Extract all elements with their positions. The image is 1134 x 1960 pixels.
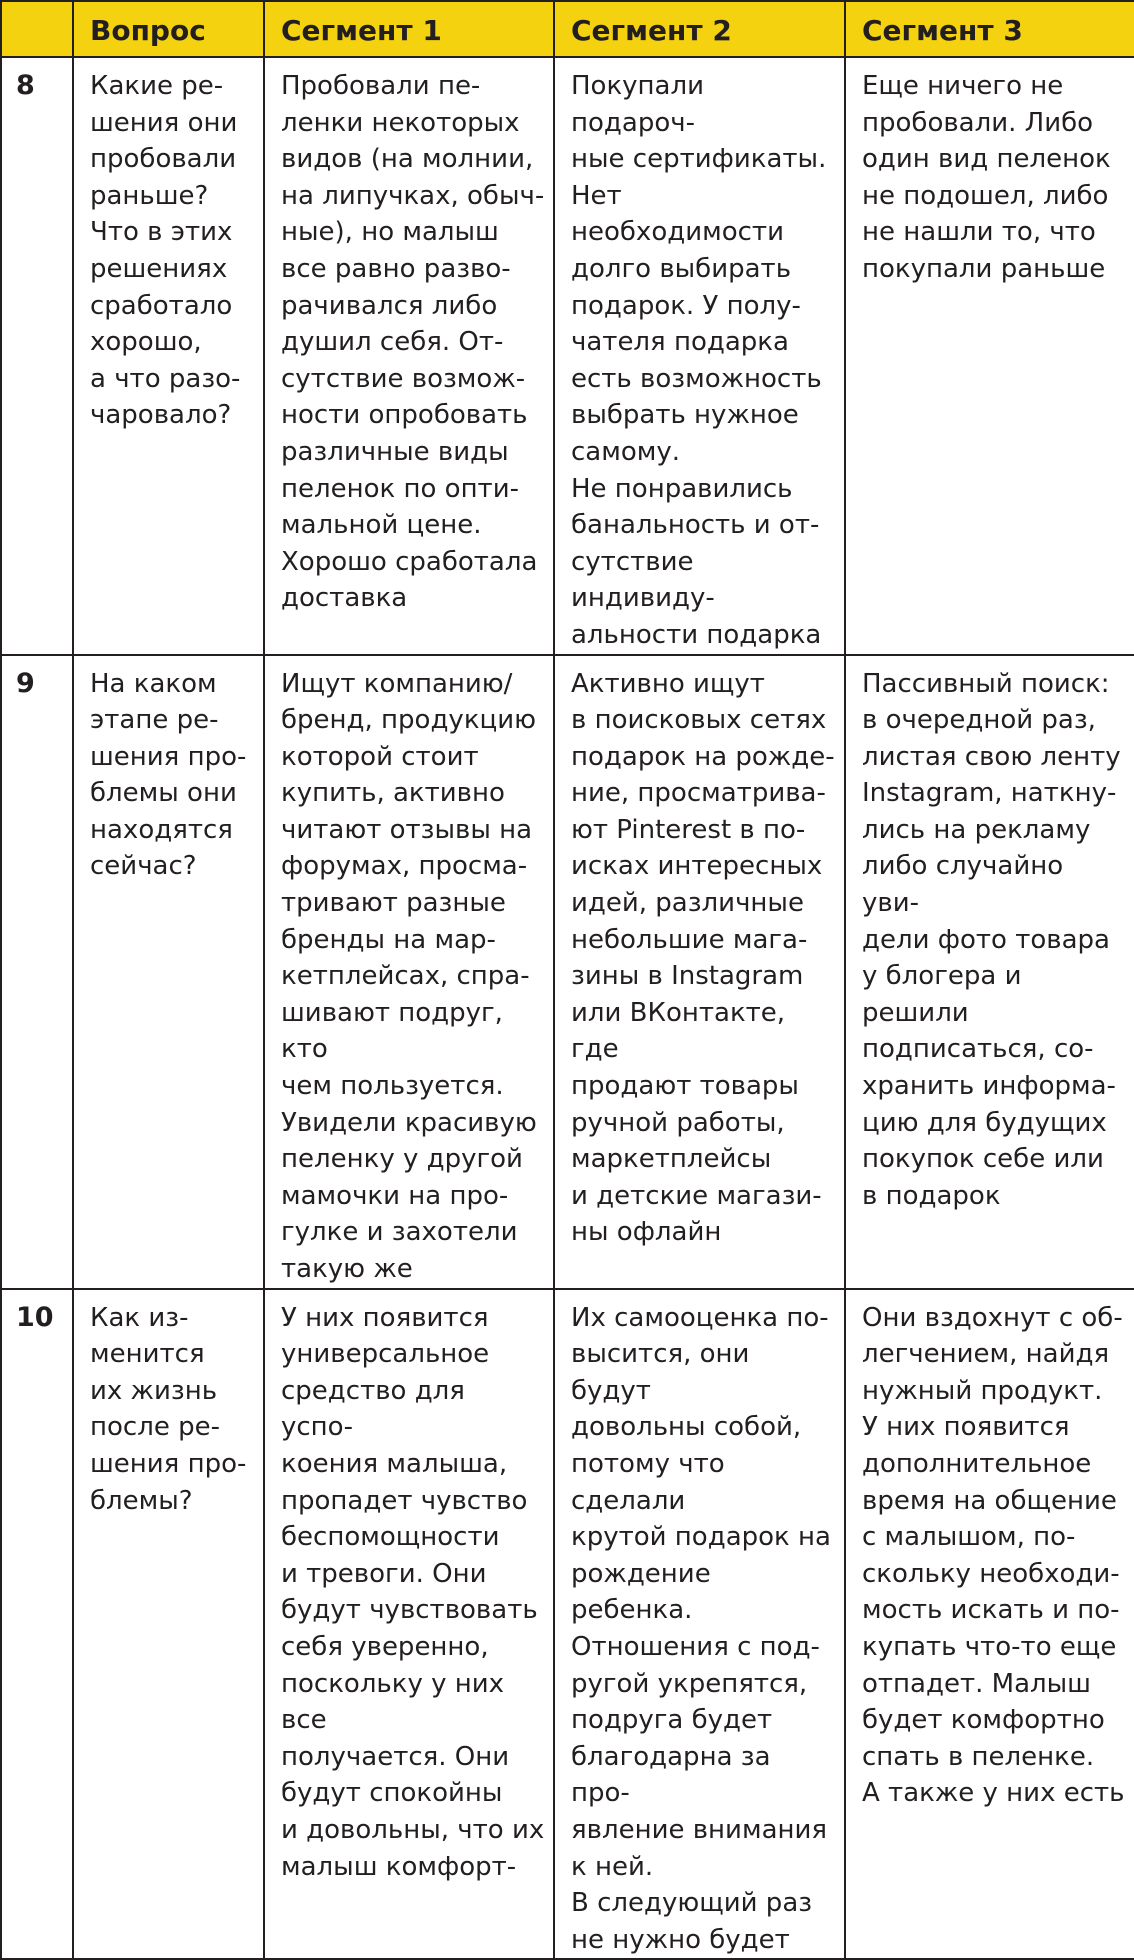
table-row [1, 655, 1134, 1289]
question-cell: Как из- менится их жизнь после ре- шения про- блемы? [73, 1289, 264, 1960]
header-segment-2: Сегмент 2 [554, 1, 845, 57]
segment-3-cell: Пассивный поиск: в очередной раз, листая свою ленту Instagram, наткну- лись на рекламу либо случайно уви- дели фото товара у блогера и решили подписаться, со- хранить информа- цию для будущих покупок себе или в подарок [845, 655, 1134, 1289]
row-number: 10 [1, 1289, 73, 1960]
segment-2-cell: Покупали подароч- ные сертификаты. Нет необходимости долго выбирать подарок. У полу- чателя подарка есть возможность выбрать нужное самому. Не понравились банальность и от- сутствие индивиду- альности подарка [554, 57, 845, 655]
segment-1-cell: У них появится универсальное средство для успо- коения малыша, пропадет чувство беспомощности и тревоги. Они будут чувствовать себя уверенно, поскольку у них все получается. Они будут спокойны и довольны, что их малыш комфорт- [264, 1289, 554, 1960]
question-cell: На каком этапе ре- шения про- блемы они находятся сейчас? [73, 655, 264, 1289]
segment-1-cell: Ищут компанию/ бренд, продукцию которой стоит купить, активно читают отзывы на форумах, просма- тривают разные бренды на мар- кетплейсах, спра- шивают подруг, кто чем пользуется. Увидели красивую пеленку у другой мамочки на про- гулке и захотели такую же [264, 655, 554, 1289]
header-segment-3: Сегмент 3 [845, 1, 1134, 57]
table-row [1, 1289, 1134, 1960]
row-number: 9 [1, 655, 73, 1289]
segment-2-cell: Их самооценка по- высится, они будут довольны собой, потому что сделали крутой подарок на рождение ребенка. Отношения с под- ругой укрепятся, подруга будет благодарна за про- явление внимания к ней. В следующий раз не нужно будет [554, 1289, 845, 1960]
question-cell: Какие ре- шения они пробовали раньше? Что в этих решениях сработало хорошо, а что разо- чаровало? [73, 57, 264, 655]
segment-3-cell: Они вздохнут с об- легчением, найдя нужный продукт. У них появится дополнительное время на общение с малышом, по- скольку необходи- мость искать и по- купать что-то еще отпадет. Малыш будет комфортно спать в пеленке. А также у них есть [845, 1289, 1134, 1960]
table-row [1, 57, 1134, 655]
header-row [1, 1, 1134, 57]
segment-3-cell: Еще ничего не пробовали. Либо один вид пеленок не подошел, либо не нашли то, что покупали раньше [845, 57, 1134, 655]
header-number [1, 1, 73, 57]
header-segment-1: Сегмент 1 [264, 1, 554, 57]
segment-2-cell: Активно ищут в поисковых сетях подарок на рожде- ние, просматрива- ют Pinterest в по- исках интересных идей, различные небольшие мага- зины в Instagram или ВКонтакте, где продают товары ручной работы, маркетплейсы и детские магази- ны офлайн [554, 655, 845, 1289]
header-question: Вопрос [73, 1, 264, 57]
segment-1-cell: Пробовали пе- ленки некоторых видов (на молнии, на липучках, обыч- ные), но малыш все равно разво- рачивался либо душил себя. От- сутствие возмож- ности опробовать различные виды пеленок по опти- мальной цене. Хорошо сработала доставка [264, 57, 554, 655]
row-number: 8 [1, 57, 73, 655]
